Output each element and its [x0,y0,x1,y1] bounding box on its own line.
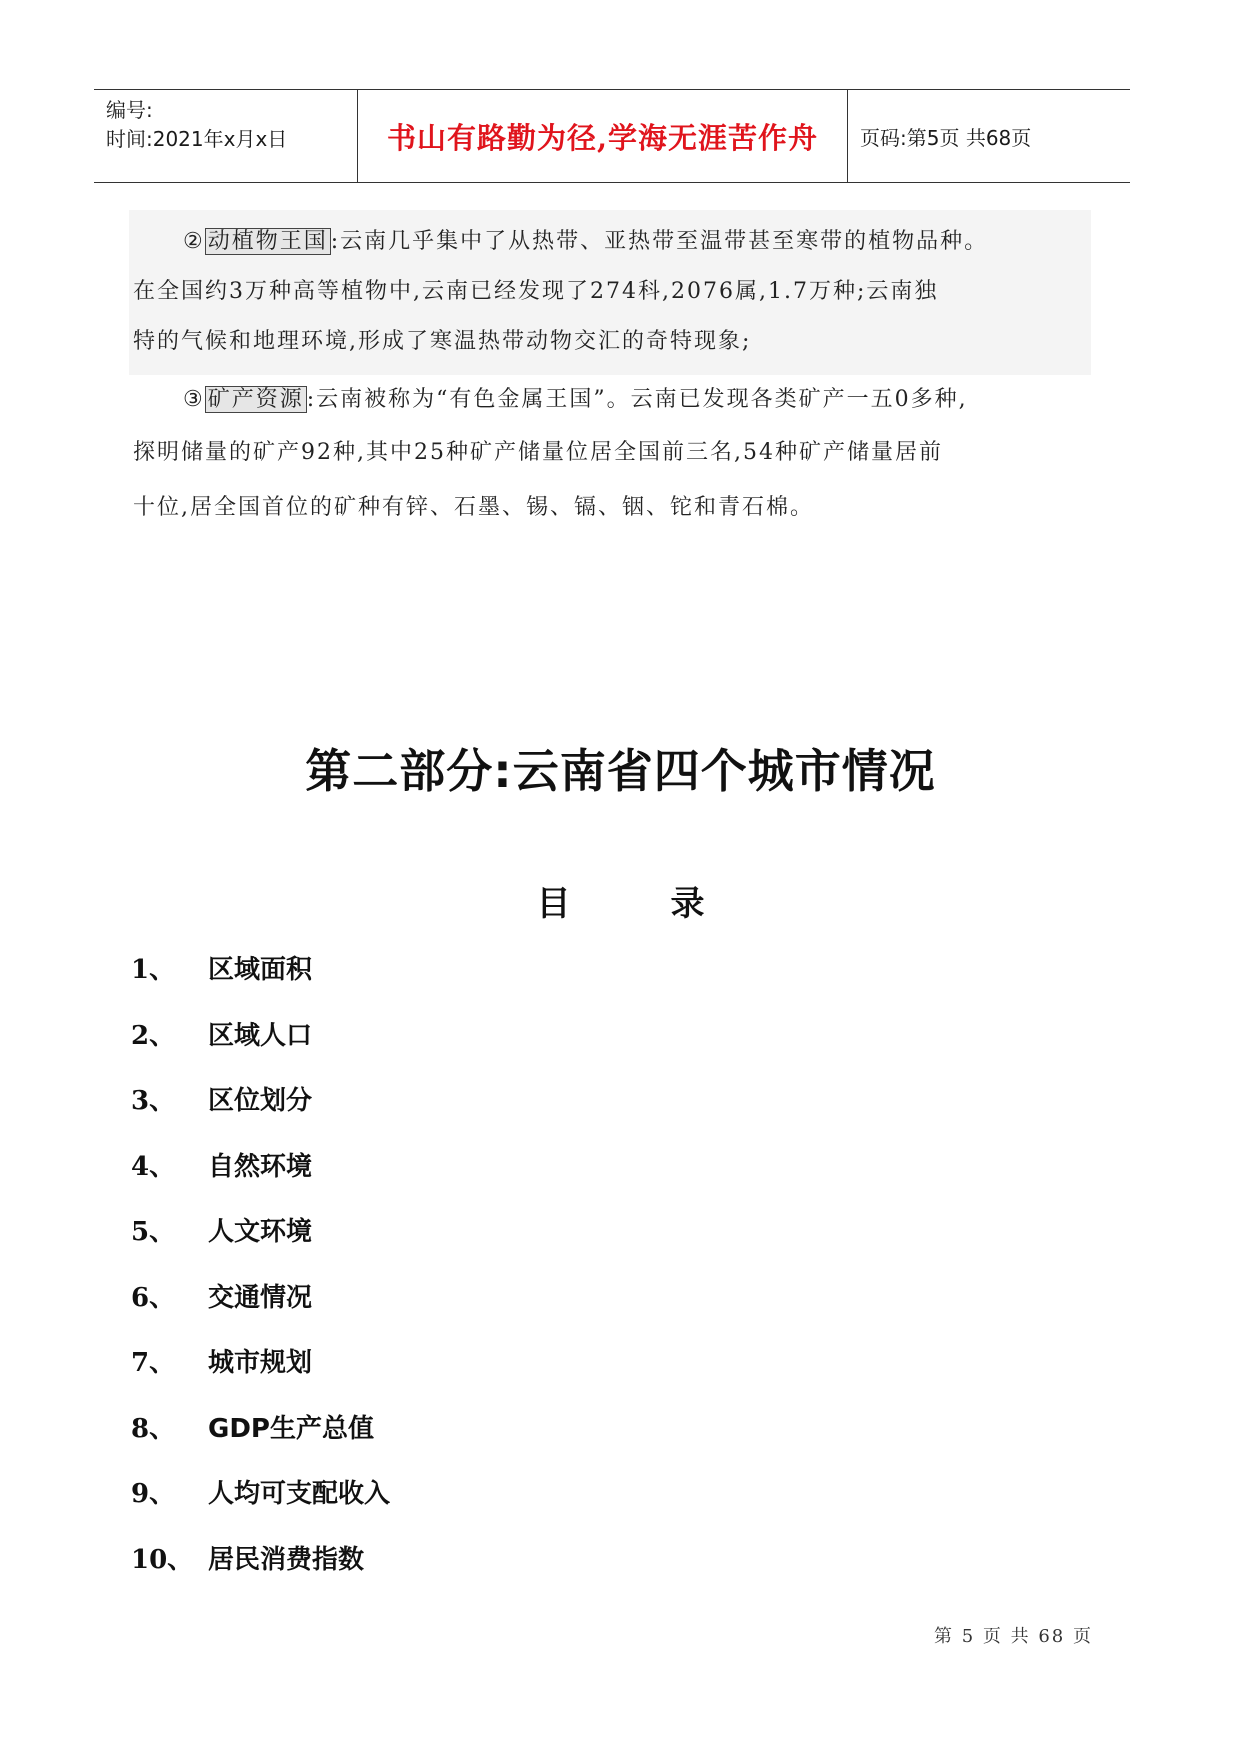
paragraph-line: 十位,居全国首位的矿种有锌、石墨、锡、镉、铟、铊和青石棉。 [133,495,814,520]
toc-item-number: 7、 [131,1348,176,1379]
page-header [94,89,1130,183]
paragraph-line [133,217,1133,267]
toc-item[interactable] [131,935,390,1001]
table-of-contents [131,935,390,1590]
toc-item-label: 城市规划 [208,1348,313,1379]
toc-item-label: 区域面积 [208,955,313,986]
toc-item-number: 8、 [131,1413,176,1444]
toc-item-number: 9、 [131,1479,176,1510]
term-highlight: 动植物王国 [205,228,331,255]
toc-title-left: 目 [536,884,571,924]
toc-title-right: 录 [670,884,705,924]
toc-item-number: 5、 [131,1217,176,1248]
toc-item-number: 6、 [131,1282,176,1313]
toc-item[interactable] [131,1525,390,1591]
paragraph-flora-fauna [133,217,1133,367]
toc-item-number: 4、 [131,1151,176,1182]
section-title: 第二部分:云南省四个城市情况 [305,744,936,798]
toc-item-label: 交通情况 [208,1282,313,1313]
toc-title [0,876,1241,925]
toc-item-label: GDP生产总值 [208,1413,374,1444]
header-motto: 书山有路勤为径,学海无涯苦作舟 [358,90,848,182]
toc-item[interactable] [131,1001,390,1067]
paragraph-line: 探明储量的矿产92种,其中25种矿产储量位居全国前三名,54种矿产储量居前 [133,440,943,465]
toc-item-label: 居民消费指数 [208,1544,365,1575]
term-highlight: 矿产资源 [205,386,307,413]
paragraph-line: 在全国约3万种高等植物中,云南已经发现了274科,2076属,1.7万种;云南独 [133,279,939,304]
document-number-label: 编号: [106,98,153,122]
list-marker: ③ [183,387,205,412]
paragraph-line: 特的气候和地理环境,形成了寒温热带动物交汇的奇特现象; [133,329,752,354]
page-footer: 第 5 页 共 68 页 [934,1626,1093,1647]
toc-item[interactable] [131,1066,390,1132]
toc-item-number: 1、 [131,955,176,986]
toc-item[interactable] [131,1328,390,1394]
toc-item[interactable] [131,1394,390,1460]
toc-item-label: 人均可支配收入 [208,1479,391,1510]
document-time-label: 时间:2021年x月x日 [106,127,288,151]
paragraph-text: :云南几乎集中了从热带、亚热带至温带甚至寒带的植物品种。 [330,229,989,254]
toc-item[interactable] [131,1263,390,1329]
toc-item-number: 2、 [131,1020,176,1051]
list-marker: ② [183,229,205,254]
toc-item[interactable] [131,1459,390,1525]
toc-item[interactable] [131,1132,390,1198]
paragraph-line [133,375,1133,425]
toc-item[interactable] [131,1197,390,1263]
header-page-info: 页码:第5页 共68页 [860,125,1032,150]
toc-item-label: 区位划分 [208,1086,313,1117]
toc-item-label: 自然环境 [208,1151,313,1182]
toc-item-label: 人文环境 [208,1217,313,1248]
paragraph-minerals [133,375,1133,535]
toc-item-number: 3、 [131,1086,176,1117]
toc-item-number: 10、 [131,1544,194,1575]
toc-item-label: 区域人口 [208,1020,313,1051]
header-meta [94,90,358,182]
paragraph-text: :云南被称为“有色金属王国”。云南已发现各类矿产一五0多种, [306,387,968,412]
